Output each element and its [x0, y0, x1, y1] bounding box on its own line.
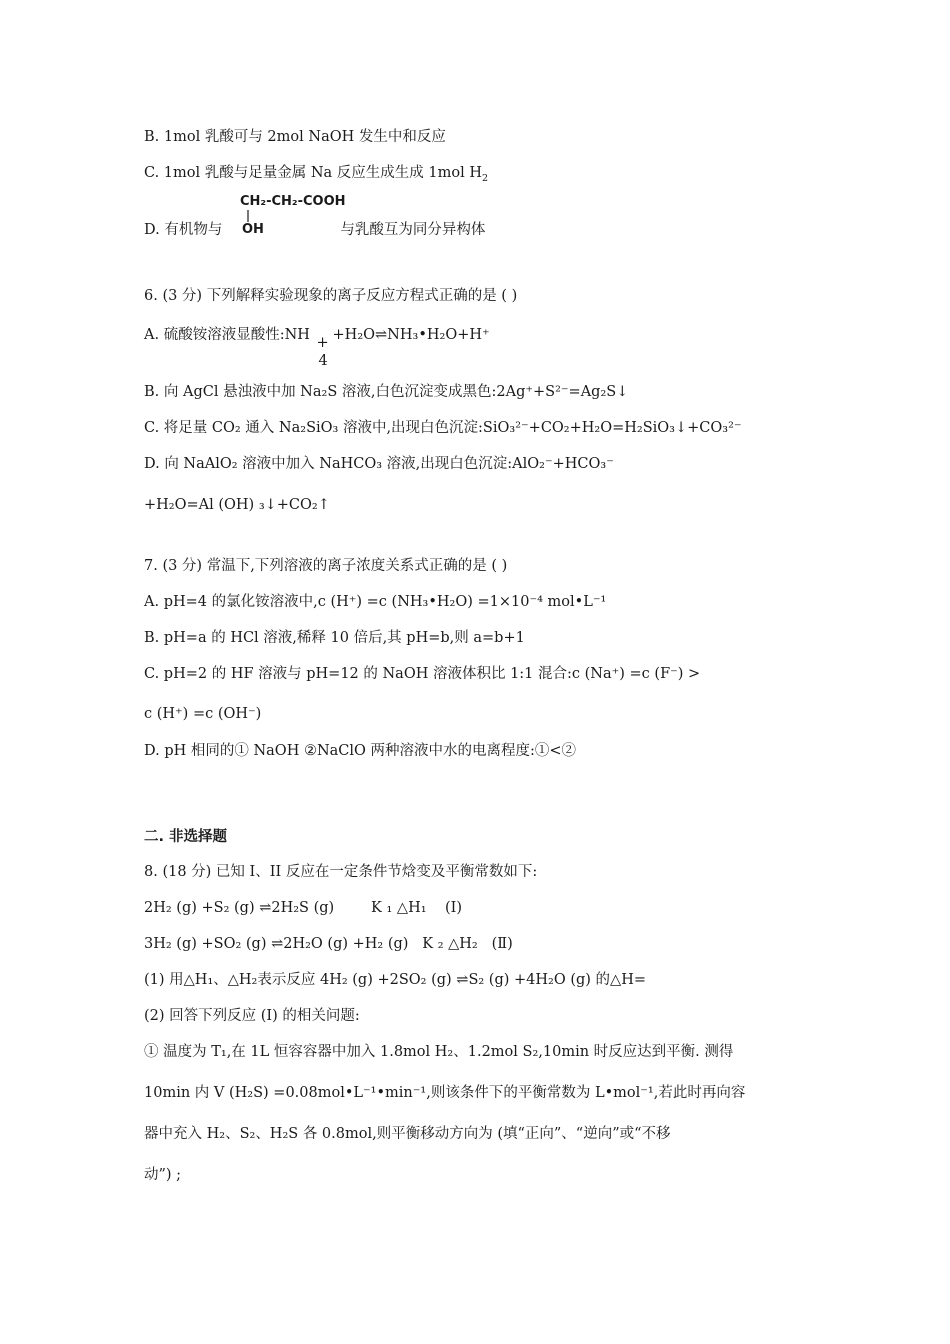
option-b-q6: B. 向 AgCl 悬浊液中加 Na₂S 溶液,白色沉淀变成黑色:2Ag⁺+S²⁻=Ag₂S↓: [144, 384, 629, 400]
option-c-q6: C. 将足量 CO₂ 通入 Na₂SiO₃ 溶液中,出现白色沉淀:SiO₃²⁻+CO₂+H₂O=H₂SiO₃↓+CO₃²⁻: [144, 420, 742, 436]
section-heading: 二. 非选择题: [144, 829, 228, 845]
reaction-1: 2H₂ (g) +S₂ (g) ⇌2H₂S (g) K ₁ △H₁ (Ⅰ): [144, 900, 463, 916]
question-8-part-2a-line2: 10min 内 V (H₂S) =0.08mol•L⁻¹•min⁻¹,则该条件下的平衡常数为 L•mol⁻¹,若此时再向容: [144, 1085, 746, 1101]
reaction-2: 3H₂ (g) +SO₂ (g) ⇌2H₂O (g) +H₂ (g) K ₂ △H₂ (Ⅱ): [144, 936, 513, 952]
question-8-part-2a-line3: 器中充入 H₂、S₂、H₂S 各 0.8mol,则平衡移动方向为 (填“正向”、“逆向”或“不移: [144, 1126, 671, 1142]
option-d-q6-continued: +H₂O=Al (OH) ₃↓+CO₂↑: [144, 497, 330, 513]
option-d-q7: D. pH 相同的① NaOH ②NaClO 两种溶液中水的电离程度:①<②: [144, 743, 577, 759]
option-c-q5: C. 1mol 乳酸与足量金属 Na 反应生成生成 1mol $H_2$: [144, 165, 489, 184]
option-c-q7-continued: c (H⁺) =c (OH⁻): [144, 706, 262, 722]
question-6: 6. (3 分) 下列解释实验现象的离子反应方程式正确的是 ( ): [144, 288, 518, 304]
question-8-part-2a-line4: 动”) ;: [144, 1167, 182, 1183]
question-7: 7. (3 分) 常温下,下列溶液的离子浓度关系式正确的是 ( ): [144, 558, 508, 574]
question-8-part-2a-line1: ① 温度为 T₁,在 1L 恒容容器中加入 1.8mol H₂、1.2mol S₂,10min 时反应达到平衡. 测得: [144, 1044, 734, 1060]
option-d-q6: D. 向 NaAlO₂ 溶液中加入 NaHCO₃ 溶液,出现白色沉淀:AlO₂⁻+HCO₃⁻: [144, 456, 614, 472]
structural-formula-chain: CH₂-CH₂-COOH: [240, 194, 346, 209]
question-8-part-1: (1) 用△H₁、△H₂表示反应 4H₂ (g) +2SO₂ (g) ⇌S₂ (g) +4H₂O (g) 的△H=: [144, 972, 646, 988]
option-a-q6: A. 硫酸铵溶液显酸性:NH + 4 +H₂O⇌NH₃•H₂O+H⁺: [144, 327, 490, 369]
option-b-q5: B. 1mol 乳酸可与 2mol NaOH 发生中和反应: [144, 129, 446, 145]
question-8-part-2: (2) 回答下列反应 (I) 的相关问题:: [144, 1008, 360, 1024]
option-c-q7: C. pH=2 的 HF 溶液与 pH=12 的 NaOH 溶液体积比 1:1 混合:c (Na⁺) =c (F⁻) >: [144, 666, 701, 682]
option-a-q7: A. pH=4 的氯化铵溶液中,c (H⁺) =c (NH₃•H₂O) =1×10⁻⁴ mol•L⁻¹: [144, 594, 607, 610]
question-8: 8. (18 分) 已知 I、II 反应在一定条件节焓变及平衡常数如下:: [144, 864, 538, 880]
structural-formula-oh: OH: [242, 222, 264, 237]
option-b-q7: B. pH=a 的 HCl 溶液,稀释 10 倍后,其 pH=b,则 a=b+1: [144, 630, 525, 646]
option-d-q5: D. 有机物与 与乳酸互为同分异构体: [144, 222, 486, 238]
